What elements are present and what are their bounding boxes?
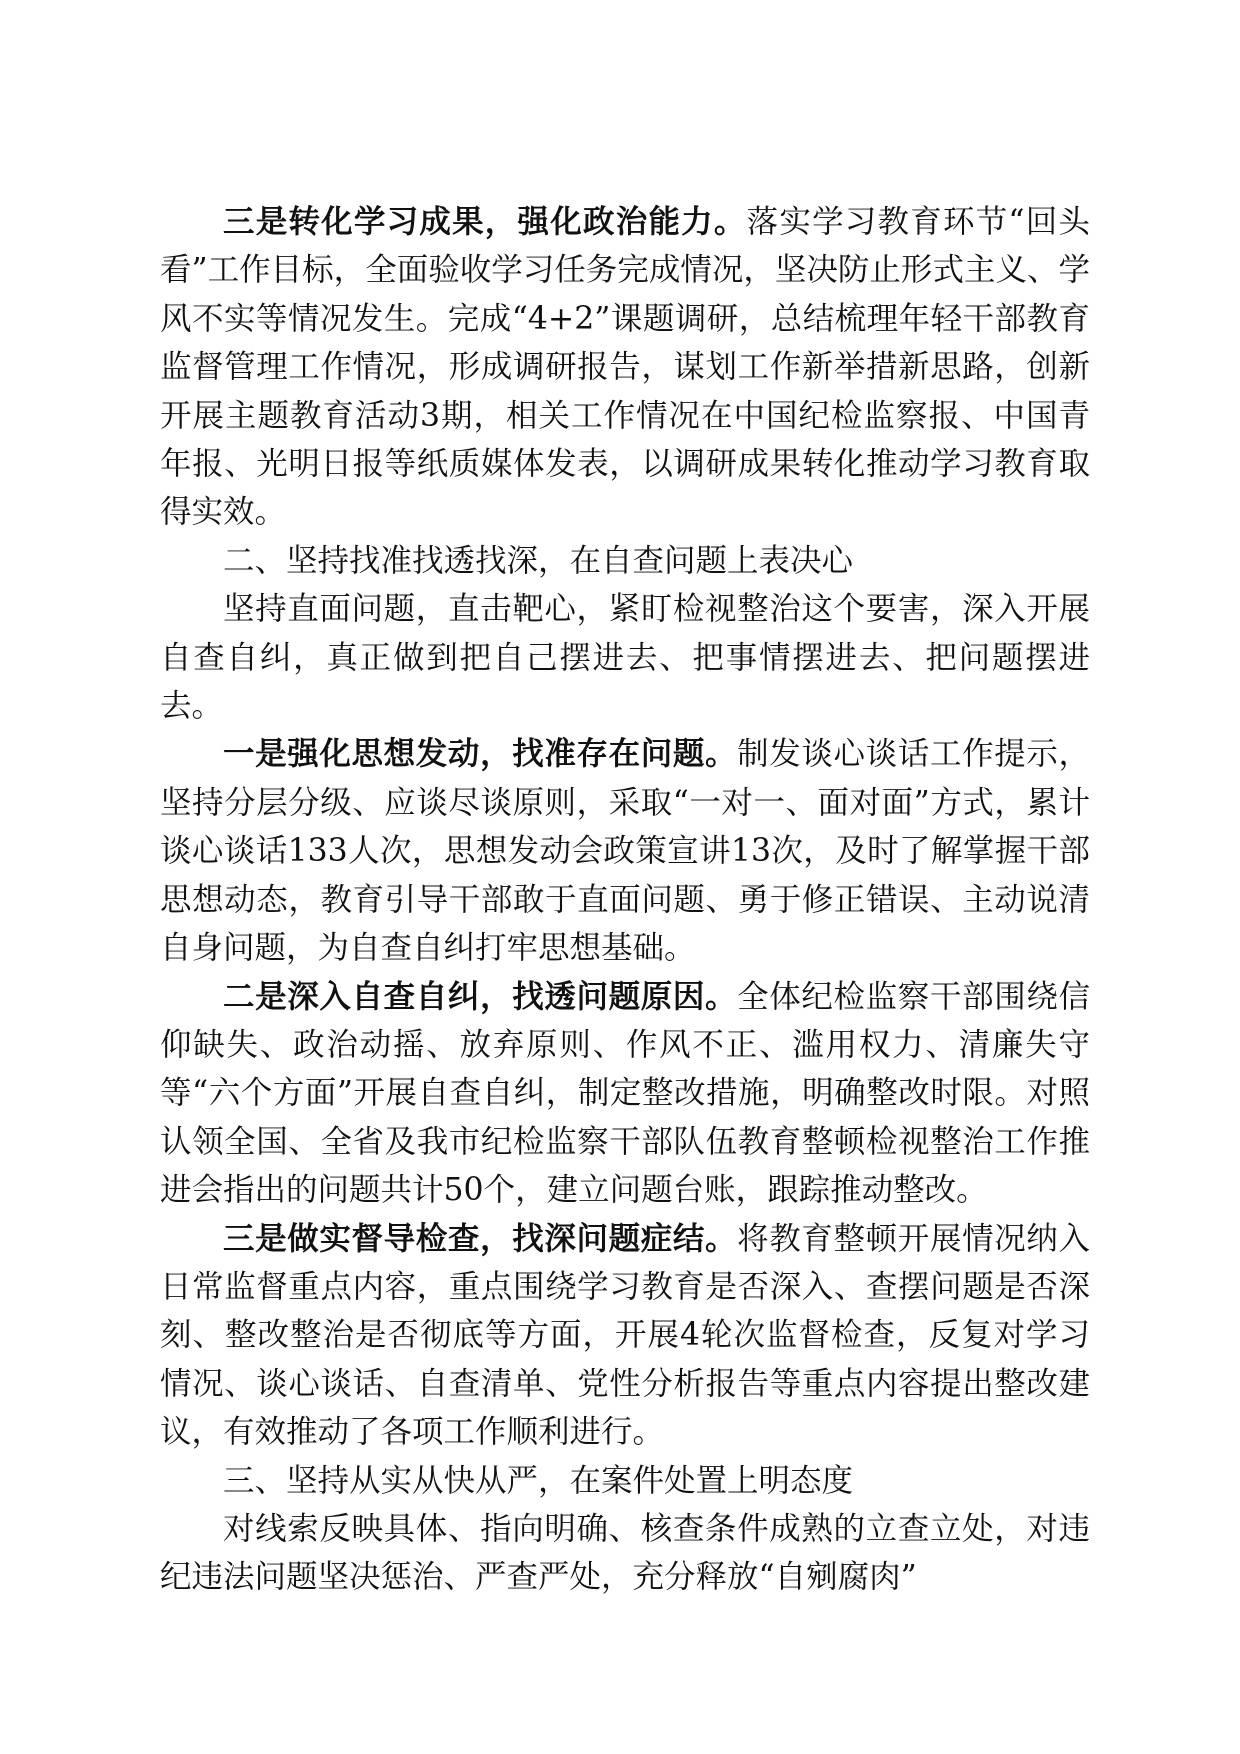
paragraph-self-inspection-intro bbox=[160, 585, 1090, 730]
paragraph-lead: 二是深入自查自纠，找透问题原因。 bbox=[223, 977, 738, 1015]
paragraph-lead: 三是做实督导检查，找深问题症结。 bbox=[223, 1219, 738, 1257]
paragraph-case-handling-intro bbox=[160, 1505, 1090, 1602]
paragraph-lead: 三是转化学习成果，强化政治能力。 bbox=[223, 203, 747, 240]
paragraph-self-correction bbox=[160, 973, 1090, 1215]
paragraph-lead: 一是强化思想发动，找准存在问题。 bbox=[223, 735, 738, 773]
section-heading-self-inspection: 二、坚持找准找透找深，在自查问题上表决心 bbox=[223, 542, 854, 579]
paragraph-text: 将教育整顿开展情况纳入日常监督重点内容，重点围绕学习教育是否深入、查摆问题是否深刻、整改整治是否彻底等方面，开展4轮次监督检查，反复对学习情况、谈心谈话、自查清单、党性分析报告等重点内容提出整改建议，有效推动了各项工作顺利进行。 bbox=[160, 1220, 1090, 1451]
paragraph-text: 坚持直面问题，直击靶心，紧盯检视整治这个要害，深入开展自查自纠，真正做到把自己摆进去、把事情摆进去、把问题摆进去。 bbox=[160, 591, 1090, 725]
paragraph-supervision-inspection bbox=[160, 1215, 1090, 1457]
paragraph-text: 全体纪检监察干部围绕信仰缺失、政治动摇、放弃原则、作风不正、滥用权力、清廉失守等“六个方面”开展自查自纠，制定整改措施，明确整改时限。对照认领全国、全省及我市纪检监察干部队伍教育整顿检视整治工作推进会指出的问题共计50个，建立问题台账，跟踪推动整改。 bbox=[160, 978, 1090, 1209]
paragraph-text: 落实学习教育环节“回头看”工作目标，全面验收学习任务完成情况，坚决防止形式主义、学风不实等情况发生。完成“4+2”课题调研，总结梳理年轻干部教育监督管理工作情况，形成调研报告，谋划工作新举措新思路，创新开展主题教育活动3期，相关工作情况在中国纪检监察报、中国青年报、光明日报等纸质媒体发表，以调研成果转化推动学习教育取得实效。 bbox=[160, 204, 1090, 531]
paragraph-text: 对线索反映具体、指向明确、核查条件成熟的立查立处，对违纪违法问题坚决惩治、严查严处，充分释放“自剜腐肉” bbox=[160, 1510, 1090, 1596]
paragraph-ideological-mobilization bbox=[160, 730, 1090, 972]
paragraph-text: 制发谈心谈话工作提示，坚持分层分级、应谈尽谈原则，采取“一对一、面对面”方式，累计谈心谈话133人次，思想发动会政策宣讲13次，及时了解掌握干部思想动态，教育引导干部敢于直面问题、勇于修正错误、主动说清自身问题，为自查自纠打牢思想基础。 bbox=[160, 736, 1090, 967]
section-heading-case-handling: 三、坚持从实从快从严，在案件处置上明态度 bbox=[223, 1462, 854, 1499]
document-page bbox=[160, 198, 1090, 1602]
paragraph-political-ability bbox=[160, 198, 1090, 537]
